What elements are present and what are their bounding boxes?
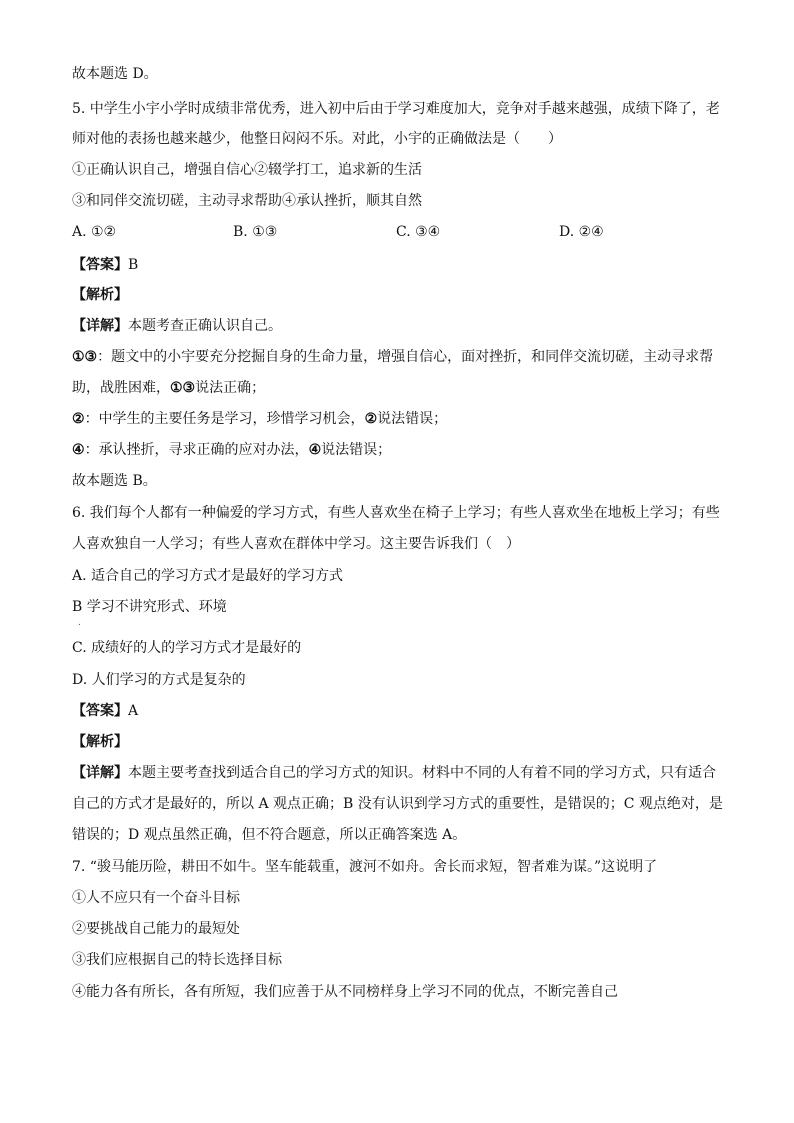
detail-text: 说法错误； <box>321 442 392 458</box>
answer-tag: 【答案】 <box>72 703 128 719</box>
q5-option-a: A. ①② <box>72 224 117 240</box>
marker-4: ④ <box>72 442 85 458</box>
q5-option-b: B. ①③ <box>233 224 278 240</box>
stray-dot: . <box>78 618 81 628</box>
answer-value: A <box>128 703 139 719</box>
answer-tag: 【答案】 <box>72 257 128 273</box>
detail-text: ：中学生的主要任务是学习，珍惜学习机会， <box>84 411 365 427</box>
q7-statement-2: ②要挑战自己能力的最短处 <box>72 921 240 937</box>
detail-text: 本题主要考查找到适合自己的学习方式的知识。材料中不同的人有着不同的学习方式，只有适合 <box>128 765 716 781</box>
q6-option-c: C. 成绩好的人的学习方式才是最好的 <box>72 640 302 656</box>
q6-detail-line3: 错误的；D 观点虽然正确，但不符合题意，所以正确答案选 A。 <box>72 827 467 843</box>
detail-text: 说法错误； <box>377 411 448 427</box>
q5-conclusion: 故本题选 B。 <box>72 473 157 489</box>
q5-detail-line3 <box>72 409 722 429</box>
q5-answer <box>72 255 722 275</box>
detail-tag: 【详解】 <box>72 318 128 334</box>
detail-text: 说法正确； <box>195 380 266 396</box>
q6-detail-line1 <box>72 763 722 783</box>
q5-detail-line4 <box>72 440 722 460</box>
q5-detail-intro <box>72 316 722 336</box>
q5-stem-line1: 5. 中学生小宇小学时成绩非常优秀，进入初中后由于学习难度加大，竞争对手越来越强，成绩下降了，老 <box>72 101 720 117</box>
conclusion-prev: 故本题选 D。 <box>72 66 158 82</box>
q6-option-d: D. 人们学习的方式是复杂的 <box>72 672 246 688</box>
marker-1-3: ①③ <box>170 380 196 396</box>
q5-option-c: C. ③④ <box>396 224 441 240</box>
marker-4: ④ <box>308 442 322 458</box>
q6-option-a: A. 适合自己的学习方式才是最好的学习方式 <box>72 568 344 584</box>
q6-answer <box>72 701 722 721</box>
q7-statement-1: ①人不应只有一个奋斗目标 <box>72 890 240 906</box>
q7-stem: 7. “骏马能历险，耕田不如牛。坚车能载重，渡河不如舟。舍长而求短，智者难为谋。”这说明了 <box>72 859 658 875</box>
q7-statement-3: ③我们应根据自己的特长选择目标 <box>72 952 282 968</box>
marker-2: ② <box>72 411 85 427</box>
q7-statement-4: ④能力各有所长，各有所短，我们应善于从不同榜样身上学习不同的优点，不断完善自己 <box>72 984 618 1000</box>
q5-stem-line2: 师对他的表扬也越来越少，他整日闷闷不乐。对此，小宇的正确做法是（ ） <box>72 131 562 147</box>
q5-detail-line2 <box>72 378 722 398</box>
q5-analysis-tag: 【解析】 <box>72 287 128 303</box>
detail-text: ：承认挫折，寻求正确的应对办法， <box>84 442 309 458</box>
q6-analysis-tag: 【解析】 <box>72 734 128 750</box>
q6-detail-line2: 自己的方式才是最好的，所以 A 观点正确；B 没有认识到学习方式的重要性，是错误的；C 观点绝对，是 <box>72 796 723 812</box>
q6-stem-line1: 6. 我们每个人都有一种偏爱的学习方式，有些人喜欢坐在椅子上学习；有些人喜欢坐在地板上学习；有些 <box>72 505 720 521</box>
q5-options <box>72 222 722 242</box>
detail-text: 助，战胜困难， <box>72 380 170 396</box>
detail-text: 本题考查正确认识自己。 <box>128 318 282 334</box>
q5-statement-1-2: ①正确认识自己，增强自信心②辍学打工，追求新的生活 <box>72 162 422 178</box>
q5-option-d: D. ②④ <box>559 224 604 240</box>
q5-detail-line1 <box>72 347 722 367</box>
detail-text: ：题文中的小宇要充分挖掘自身的生命力量，增强自信心，面对挫折，和同伴交流切磋，主动寻求帮 <box>97 349 714 365</box>
answer-value: B <box>128 257 139 273</box>
marker-2: ② <box>364 411 378 427</box>
q5-statement-3-4: ③和同伴交流切磋，主动寻求帮助④承认挫折，顺其自然 <box>72 193 422 209</box>
q6-option-b: B 学习不讲究形式、环境 <box>72 599 227 615</box>
marker-1-3: ①③ <box>72 349 98 365</box>
q6-stem-line2: 人喜欢独自一人学习；有些人喜欢在群体中学习。这主要告诉我们（ ） <box>72 536 520 552</box>
detail-tag: 【详解】 <box>72 765 128 781</box>
